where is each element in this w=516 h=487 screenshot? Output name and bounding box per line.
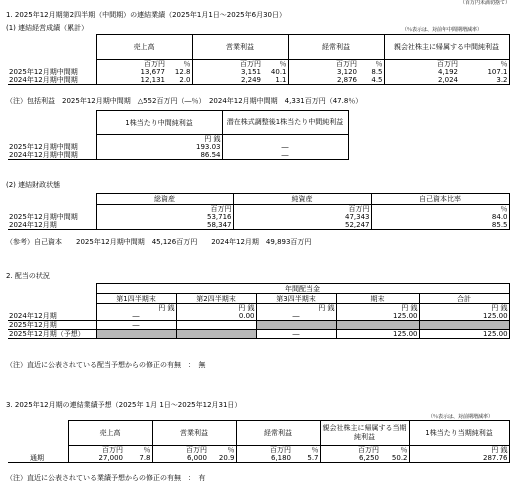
cell: 8.5 bbox=[358, 68, 384, 76]
row-label: 2025年12月期中間期 bbox=[9, 143, 78, 151]
forecast-pct-note: （％表示は、対前期増減率） bbox=[428, 414, 494, 420]
cell: 47,343 bbox=[233, 213, 371, 221]
cell: 125.00 bbox=[336, 312, 419, 321]
cell: 50.2 bbox=[380, 454, 409, 463]
header-net-income: 親会社株主に帰属する当期純利益 bbox=[320, 421, 409, 446]
unit: 百万円 bbox=[233, 205, 371, 214]
unit: 円 銭 bbox=[419, 304, 509, 313]
header-sales: 売上高 bbox=[68, 421, 152, 446]
unit: ％ bbox=[166, 60, 192, 69]
cell: 53,716 bbox=[96, 213, 233, 221]
header-total: 合計 bbox=[419, 294, 509, 304]
forecast-table bbox=[8, 420, 510, 463]
unit: 百万円 bbox=[68, 446, 124, 455]
row-label: 2025年12月期中間期 bbox=[9, 213, 78, 221]
header-eps: 1株当たり中間純利益 bbox=[96, 111, 222, 135]
header-annual-dividend: 年間配当金 bbox=[96, 284, 509, 294]
cell: 6,250 bbox=[320, 454, 380, 463]
unit-note: （百万円未満切捨て） bbox=[460, 0, 511, 6]
cell: 2,024 bbox=[384, 76, 459, 85]
unit bbox=[222, 135, 348, 144]
cell: 58,347 bbox=[96, 221, 233, 230]
cell bbox=[419, 321, 509, 330]
financial-position-table bbox=[8, 193, 510, 230]
unit: 百万円 bbox=[152, 446, 208, 455]
table-row bbox=[8, 213, 509, 221]
cell: 1.1 bbox=[262, 76, 288, 85]
forecast-revision-note: （注）直近に公表されている業績予想からの修正の有無 ： 有 bbox=[6, 474, 206, 482]
row-label: 2024年12月期中間期 bbox=[8, 76, 96, 85]
dividends-table bbox=[8, 283, 510, 339]
unit: 円 銭 bbox=[176, 304, 256, 313]
cell: 40.1 bbox=[262, 68, 288, 76]
results-table bbox=[8, 34, 510, 85]
cell bbox=[256, 321, 336, 330]
cell: 7.8 bbox=[124, 454, 152, 463]
table-row bbox=[8, 151, 348, 160]
results-subtitle: (1) 連結経営成績（累計） bbox=[6, 24, 89, 32]
dividend-revision-note: （注）直近に公表されている配当予想からの修正の有無 ： 無 bbox=[6, 361, 206, 369]
pct-note: （％表示は、対前年中間期増減率） bbox=[402, 27, 483, 33]
comprehensive-income-note: （注）包括利益 2025年12月期中間期 △552百万円（―％） 2024年12月期中間期 4,331百万円（47.8％） bbox=[6, 97, 363, 105]
cell bbox=[336, 321, 419, 330]
table-row bbox=[8, 454, 509, 463]
unit: 百万円 bbox=[384, 60, 459, 69]
header-equity-ratio: 自己資本比率 bbox=[371, 194, 509, 205]
cell: 287.76 bbox=[409, 454, 509, 463]
table-row bbox=[8, 221, 509, 230]
unit: 円 銭 bbox=[256, 304, 336, 313]
cell: 27,000 bbox=[68, 454, 124, 463]
unit: 百万円 bbox=[236, 446, 292, 455]
cell bbox=[96, 330, 176, 339]
row-label: 2024年12月期 bbox=[8, 221, 96, 230]
cell: 13,677 bbox=[96, 68, 166, 76]
eps-table bbox=[8, 110, 349, 160]
header-total-assets: 総資産 bbox=[96, 194, 233, 205]
unit: 百万円 bbox=[192, 60, 262, 69]
dividends-title: 2. 配当の状況 bbox=[6, 272, 50, 280]
unit: 円 銭 bbox=[96, 135, 222, 144]
unit: 円 銭 bbox=[96, 304, 176, 313]
cell: ― bbox=[222, 151, 348, 160]
row-label: 2025年12月期中間期 bbox=[9, 68, 78, 76]
cell: 2,876 bbox=[288, 76, 358, 85]
table-row bbox=[8, 68, 509, 76]
cell: 84.0 bbox=[371, 213, 509, 221]
header-net-income: 親会社株主に帰属する中間純利益 bbox=[384, 35, 509, 60]
cell: 3.2 bbox=[459, 76, 509, 85]
section1-title: 1. 2025年12月期第2四半期（中間期）の連結業績（2025年1月1日～2025年6月30日） bbox=[6, 11, 286, 19]
cell: 3,120 bbox=[336, 68, 357, 76]
table-row bbox=[8, 330, 509, 339]
unit: ％ bbox=[208, 446, 236, 455]
header-net-assets: 純資産 bbox=[233, 194, 371, 205]
cell: 107.1 bbox=[459, 68, 509, 76]
unit: 円 銭 bbox=[336, 304, 419, 313]
unit: 百万円 bbox=[288, 60, 358, 69]
row-label: 2025年12月期 bbox=[9, 321, 57, 329]
equity-reference-note: （参考）自己資本 2025年12月期中間期 45,126百万円 2024年12月期 49,893百万円 bbox=[6, 238, 312, 246]
unit: ％ bbox=[358, 60, 384, 69]
cell: 193.03 bbox=[96, 143, 222, 151]
cell: 20.9 bbox=[208, 454, 236, 463]
cell: 86.54 bbox=[96, 151, 222, 160]
cell: 3,151 bbox=[240, 68, 261, 76]
cell: 4,192 bbox=[437, 68, 458, 76]
row-label: 2025年12月期（予想） bbox=[8, 330, 96, 339]
table-row bbox=[8, 143, 348, 151]
unit: 百万円 bbox=[96, 60, 166, 69]
cell: 0.00 bbox=[176, 312, 256, 321]
cell: 85.5 bbox=[371, 221, 509, 230]
row-label: 2024年12月期 bbox=[9, 312, 57, 320]
unit: ％ bbox=[459, 60, 509, 69]
cell: 52,247 bbox=[233, 221, 371, 230]
row-label: 2024年12月期中間期 bbox=[8, 151, 96, 160]
unit: 円 銭 bbox=[409, 446, 509, 455]
cell: 6,000 bbox=[152, 454, 208, 463]
cell: ― bbox=[256, 312, 336, 321]
header-sales: 売上高 bbox=[96, 35, 192, 60]
cell: 125.00 bbox=[419, 330, 509, 339]
cell: 2,249 bbox=[192, 76, 262, 85]
header-eps: 1株当たり当期純利益 bbox=[409, 421, 509, 446]
unit: ％ bbox=[124, 446, 152, 455]
header-operating-income: 営業利益 bbox=[192, 35, 288, 60]
header-year-end: 期末 bbox=[336, 294, 419, 304]
header-diluted-eps: 潜在株式調整後1株当たり中間純利益 bbox=[222, 111, 348, 135]
cell bbox=[176, 330, 256, 339]
cell: ― bbox=[256, 330, 336, 339]
cell: ― bbox=[96, 321, 176, 330]
table-row bbox=[8, 312, 509, 321]
table-row bbox=[8, 76, 509, 85]
cell: 12,131 bbox=[96, 76, 166, 85]
header-q3: 第3四半期末 bbox=[256, 294, 336, 304]
unit: ％ bbox=[262, 60, 288, 69]
cell: ― bbox=[222, 143, 348, 151]
header-ordinary-income: 経常利益 bbox=[236, 421, 320, 446]
cell: 5.7 bbox=[292, 454, 320, 463]
cell: 4.5 bbox=[358, 76, 384, 85]
unit: ％ bbox=[380, 446, 409, 455]
unit: 百万円 bbox=[96, 205, 233, 214]
header-operating-income: 営業利益 bbox=[152, 421, 236, 446]
cell: 6,180 bbox=[236, 454, 292, 463]
cell: 125.00 bbox=[336, 330, 419, 339]
unit: ％ bbox=[371, 205, 509, 214]
cell: 125.00 bbox=[419, 312, 509, 321]
cell: 12.8 bbox=[166, 68, 192, 76]
unit: 百万円 bbox=[320, 446, 380, 455]
table-row bbox=[8, 321, 509, 330]
row-label: 通期 bbox=[8, 454, 68, 463]
forecast-title: 3. 2025年12月期の連結業績予想（2025年 1月 1日～2025年12月31日） bbox=[6, 401, 242, 409]
cell bbox=[176, 321, 256, 330]
financial-position-subtitle: (2) 連結財政状態 bbox=[6, 181, 61, 189]
cell: ― bbox=[96, 312, 176, 321]
header-q2: 第2四半期末 bbox=[176, 294, 256, 304]
cell: 2.0 bbox=[166, 76, 192, 85]
header-q1: 第1四半期末 bbox=[96, 294, 176, 304]
header-ordinary-income: 経常利益 bbox=[288, 35, 384, 60]
unit: ％ bbox=[292, 446, 320, 455]
